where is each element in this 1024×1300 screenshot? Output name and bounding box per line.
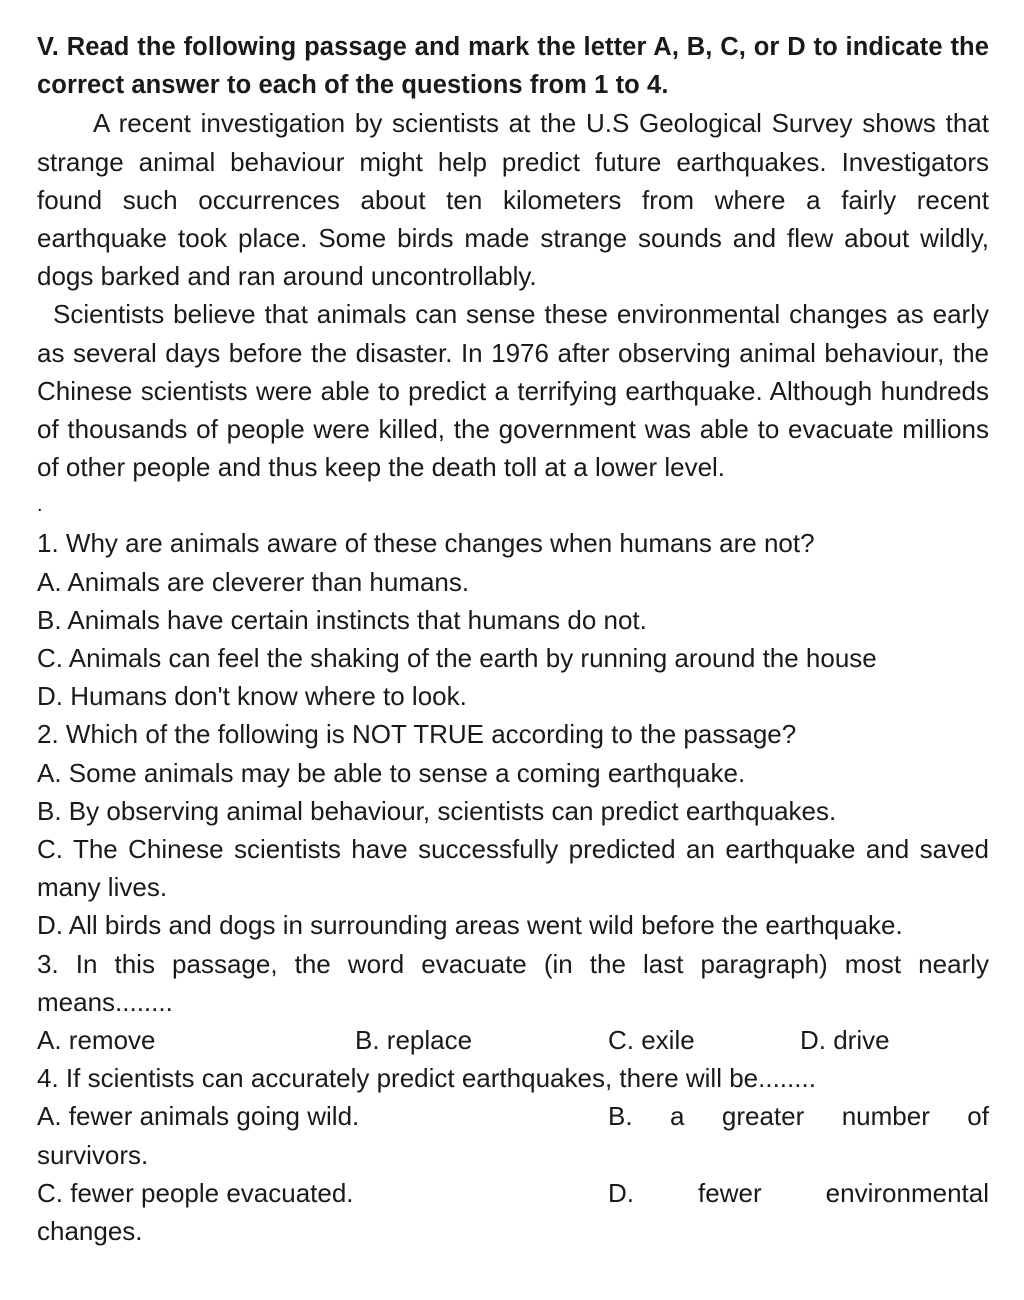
option-word: number: [841, 1101, 930, 1132]
question-4: [37, 1059, 989, 1250]
question-3-option-d: D. drive: [800, 1025, 890, 1056]
question-1: [37, 524, 989, 715]
question-3-option-b: B. replace: [355, 1025, 473, 1056]
question-3-options: [37, 1021, 989, 1059]
question-2: [37, 715, 989, 944]
passage-paragraph-1: A recent investigation by scientists at the U.S Geological Survey shows that strange animal behaviour might help predict future earthquakes. Investigators found such occurrences about ten kilometers from where a fairly recent earthquake took place. Some birds made strange sounds and flew about wildly, dogs barked and ran around uncontrollably.: [37, 108, 989, 292]
question-4-stem: 4. If scientists can accurately predict earthquakes, there will be........: [37, 1063, 816, 1094]
question-2-option-d: D. All birds and dogs in surrounding areas went wild before the earthquake.: [37, 910, 903, 941]
question-2-option-b: B. By observing animal behaviour, scientists can predict earthquakes.: [37, 795, 837, 826]
option-word: of: [967, 1101, 989, 1132]
question-3-option-a: A. remove: [37, 1025, 156, 1056]
question-3-option-c: C. exile: [608, 1025, 695, 1056]
question-4-option-a: A. fewer animals going wild.: [37, 1101, 360, 1132]
question-3: [37, 945, 989, 1060]
question-2-option-a: A. Some animals may be able to sense a coming earthquake.: [37, 757, 746, 788]
question-2-stem: 2. Which of the following is NOT TRUE according to the passage?: [37, 719, 797, 750]
question-4-row-cd: [37, 1174, 989, 1212]
separator-dot: .: [37, 494, 43, 517]
option-word: fewer: [698, 1177, 762, 1208]
reading-passage: [37, 104, 989, 486]
option-word: environmental: [825, 1177, 989, 1208]
question-1-option-a: A. Animals are cleverer than humans.: [37, 566, 470, 597]
question-1-option-c: C. Animals can feel the shaking of the earth by running around the house: [37, 643, 877, 674]
question-2-option-c: C. The Chinese scientists have successfully predicted an earthquake and saved many lives.: [37, 834, 989, 903]
option-word: greater: [721, 1101, 805, 1132]
option-word: D.: [608, 1177, 634, 1208]
question-4-option-d-continued: changes.: [37, 1216, 143, 1247]
option-word: a: [670, 1101, 685, 1132]
question-3-stem: 3. In this passage, the word evacuate (in the last paragraph) most nearly means........: [37, 948, 989, 1017]
passage-paragraph-2: Scientists believe that animals can sense these environmental changes as early as several days before the disaster. In 1976 after observing animal behaviour, the Chinese scientists were able to predict a terrifying earthquake. Although hundreds of thousands of people were killed, the government was able to evacuate millions of other people and thus keep the death toll at a lower level.: [37, 299, 989, 483]
question-4-row-ab: [37, 1097, 989, 1135]
question-4-option-b: [608, 1097, 989, 1135]
option-word: B.: [608, 1101, 633, 1132]
question-1-option-b: B. Animals have certain instincts that humans do not.: [37, 604, 647, 635]
exercise-heading: V. Read the following passage and mark the letter A, B, C, or D to indicate the correct answer to each of the questions from 1 to 4.: [37, 33, 989, 100]
question-4-option-b-continued: survivors.: [37, 1139, 149, 1170]
question-1-stem: 1. Why are animals aware of these changes when humans are not?: [37, 528, 815, 559]
question-1-option-d: D. Humans don't know where to look.: [37, 681, 467, 712]
question-4-option-d: [608, 1174, 989, 1212]
question-4-option-c: C. fewer people evacuated.: [37, 1177, 354, 1208]
exercise-page: [37, 28, 989, 1250]
